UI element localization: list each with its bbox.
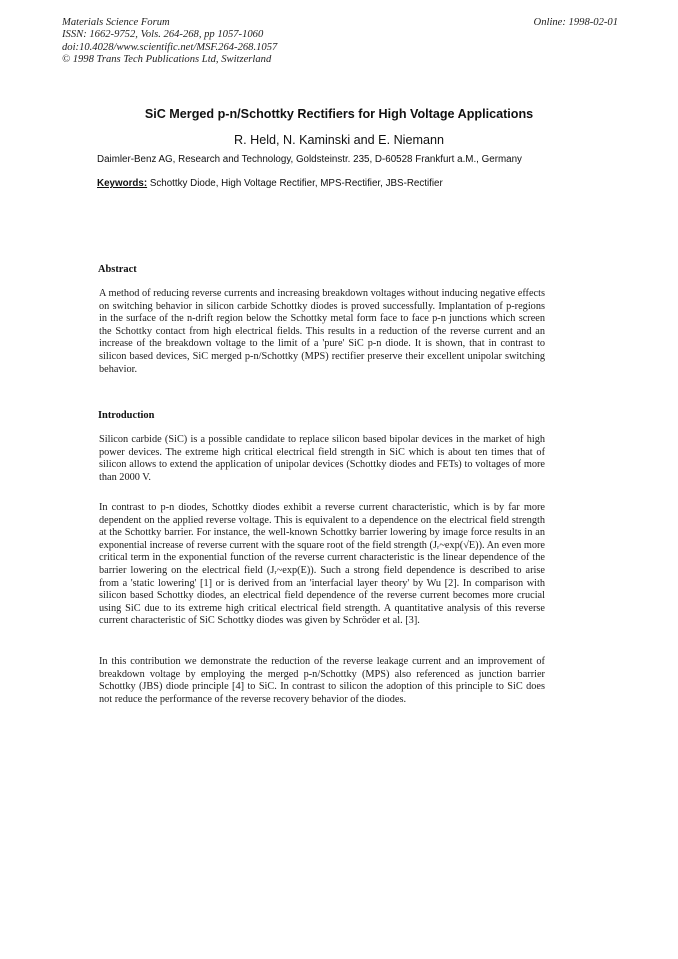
intro-paragraph-2: In contrast to p-n diodes, Schottky diodes exhibit a reverse current characteristic, which is by far more dependent on the applied reverse voltage. This is equivalent to a dependence on the electrical field strength at the Schottky barrier. For instance, the well-known Schottky barrier lowering by image force results in an exponential increase of reverse current with the square root of the field strength (Jᵣ~exp(√E)). An even more critical term in the exponential function of the reverse current characteristic is the linear dependence of the barrier lowering on the electrical field (Jᵣ~exp(E)). Such a strong field dependence is described to arise from a 'static lowering' [1] or is derived from an 'interfacial layer theory' by Wu [2]. In comparison with silicon based Schottky diodes, an electrical field dependence of the reverse current becomes more crucial using SiC due to its extreme high critical electrical field strength. A quantitative analysis of this reverse current characteristic of SiC Schottky diodes was given by Schröder et al. [3]. xyxy=(99,502,545,627)
publication-metadata xyxy=(62,17,277,66)
journal-name: Materials Science Forum xyxy=(62,17,170,28)
paper-authors: R. Held, N. Kaminski and E. Niemann xyxy=(234,133,444,147)
introduction-heading: Introduction xyxy=(98,410,155,421)
author-affiliation: Daimler-Benz AG, Research and Technology, Goldsteinstr. 235, D-60528 Frankfurt a.M., Germany xyxy=(97,154,522,165)
paper-title: SiC Merged p-n/Schottky Rectifiers for High Voltage Applications xyxy=(144,107,534,121)
online-date: Online: 1998-02-01 xyxy=(533,17,618,28)
keywords-text: Schottky Diode, High Voltage Rectifier, MPS-Rectifier, JBS-Rectifier xyxy=(149,178,443,189)
abstract-text: A method of reducing reverse currents and increasing breakdown voltages without inducing negative effects on switching behavior in silicon carbide Schottky diodes is proved successfully. Implantation of p-regions in the surface of the n-drift region below the Schottky metal form face to face p-n junctions which screen the Schottky contact from high electrical fields. This results in a reduction of the reverse current and an increase of the breakdown voltage to the limit of a 'pure' SiC p-n diode. It is shown, that in contrast to silicon based devices, SiC merged p-n/Schottky (MPS) rectifier preserve their excellent unipolar switching behavior. xyxy=(99,288,545,375)
issn-line: ISSN: 1662-9752, Vols. 264-268, pp 1057-1060 xyxy=(62,29,264,41)
abstract-heading: Abstract xyxy=(98,264,137,275)
keywords-label: Keywords: xyxy=(97,178,148,189)
keywords-line xyxy=(97,178,443,189)
intro-paragraph-1: Silicon carbide (SiC) is a possible candidate to replace silicon based bipolar devices in the market of high power devices. The extreme high critical electrical field strength in SiC which is about ten times that of silicon allows to extend the application of unipolar devices (Schottky diodes and FETs) to voltages of more than 2000 V. xyxy=(99,434,545,483)
doi-line: doi:10.4028/www.scientific.net/MSF.264-268.1057 xyxy=(62,41,278,53)
copyright-line: © 1998 Trans Tech Publications Ltd, Switzerland xyxy=(62,53,272,65)
intro-paragraph-3: In this contribution we demonstrate the reduction of the reverse leakage current and an improvement of breakdown voltage by employing the merged p-n/Schottky (MPS) also referenced as junction barrier Schottky (JBS) diode principle [4] to SiC. In contrast to silicon the adoption of this principle to SiC does not reduce the performance of the reverse recovery behavior of the diodes. xyxy=(99,656,545,705)
